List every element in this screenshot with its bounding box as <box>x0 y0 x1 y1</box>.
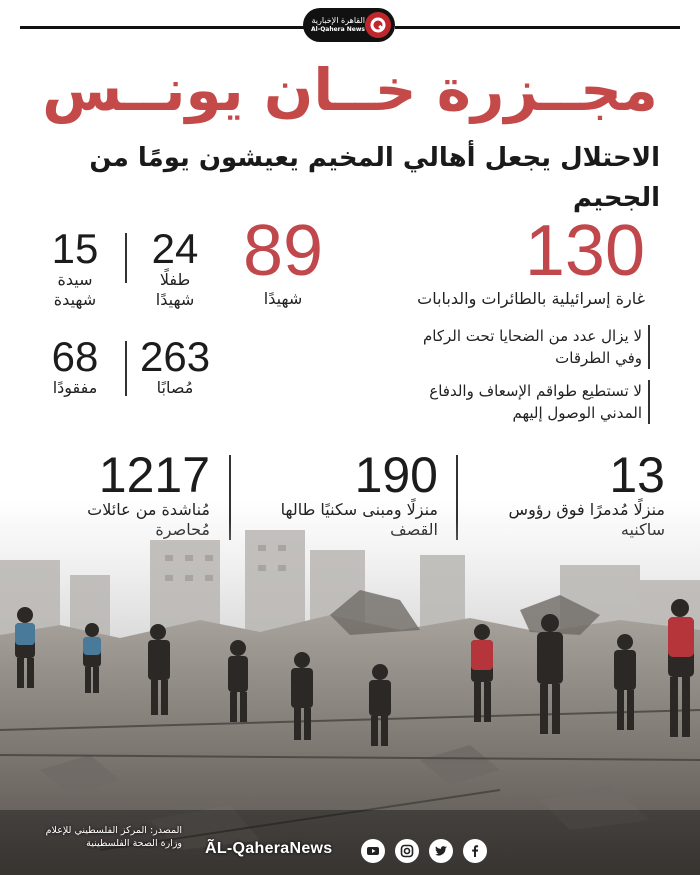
note-1-line-1: لا يزال عدد من الضحايا تحت الركام <box>423 327 642 345</box>
youtube-icon[interactable] <box>361 839 385 863</box>
stat-children <box>140 225 210 310</box>
stat-women-value: 15 <box>51 225 99 272</box>
stat-injured-label: مُصابًا <box>156 378 194 397</box>
stat-injured <box>140 333 211 398</box>
page-title: مجــزرة خــان يونــس <box>42 56 658 124</box>
note-victims-under-rubble <box>385 325 650 369</box>
note-2-line-1: لا تستطيع طواقم الإسعاف والدفاع <box>429 382 642 400</box>
stat-raids <box>345 211 645 309</box>
stat-women <box>40 225 110 310</box>
logo-mark-icon <box>365 12 391 38</box>
source-credit <box>22 824 182 850</box>
channel-logo <box>303 8 395 42</box>
stat-martyrs-value: 89 <box>242 211 324 291</box>
page-subtitle: الاحتلال يجعل أهالي المخيم يعيشون يومًا من الجحيم <box>89 143 660 213</box>
facebook-icon[interactable] <box>463 839 487 863</box>
header-rule-right <box>395 26 680 29</box>
divider-children-women <box>125 233 127 283</box>
note-ambulance-access <box>385 380 650 424</box>
stat-buildings-hit-value: 190 <box>354 447 438 503</box>
header-rule-left <box>20 26 305 29</box>
stat-missing <box>40 333 110 398</box>
stat-missing-label: مفقودًا <box>52 378 98 397</box>
rubble-scene-photo <box>0 520 700 875</box>
stat-buildings-hit-label-1: منزلًا ومبنى سكنيًا طالها <box>280 500 438 519</box>
stat-raids-value: 130 <box>524 211 645 291</box>
stat-women-label-1: سيدة <box>57 270 93 289</box>
note-2-line-2: المدني الوصول إليهم <box>512 404 642 422</box>
source-line-2: وزارة الصحة الفلسطينية <box>86 838 182 849</box>
stat-martyrs <box>238 211 328 309</box>
stat-women-label-2: شهيدة <box>53 290 97 309</box>
stat-appeals-label-1: مُناشدة من عائلات <box>87 500 210 519</box>
footer-brand: ÃL-QaheraNews <box>205 840 333 857</box>
twitter-icon[interactable] <box>429 839 453 863</box>
stat-raids-label: غارة إسرائيلية بالطائرات والدبابات <box>417 289 645 308</box>
stat-children-value: 24 <box>151 225 199 272</box>
stat-appeals-value: 1217 <box>98 447 210 503</box>
stat-homes-destroyed-value: 13 <box>609 447 665 503</box>
instagram-icon[interactable] <box>395 839 419 863</box>
stat-martyrs-label: شهيدًا <box>263 289 303 308</box>
stat-injured-value: 263 <box>140 333 211 380</box>
note-1-line-2: وفي الطرقات <box>555 349 642 367</box>
logo-arabic-text: القاهرة الإخبارية <box>311 16 365 25</box>
stat-children-label-2: شهيدًا <box>155 290 195 309</box>
logo-english-text: Al-Qahera News <box>311 26 365 33</box>
source-line-1: المصدر: المركز الفلسطيني للإعلام <box>45 825 182 836</box>
divider-injured-missing <box>125 341 127 396</box>
stat-children-label-1: طفلًا <box>159 270 191 289</box>
stat-missing-value: 68 <box>51 333 99 380</box>
stat-homes-destroyed-label-1: منزلًا مُدمرًا فوق رؤوس <box>508 500 665 519</box>
